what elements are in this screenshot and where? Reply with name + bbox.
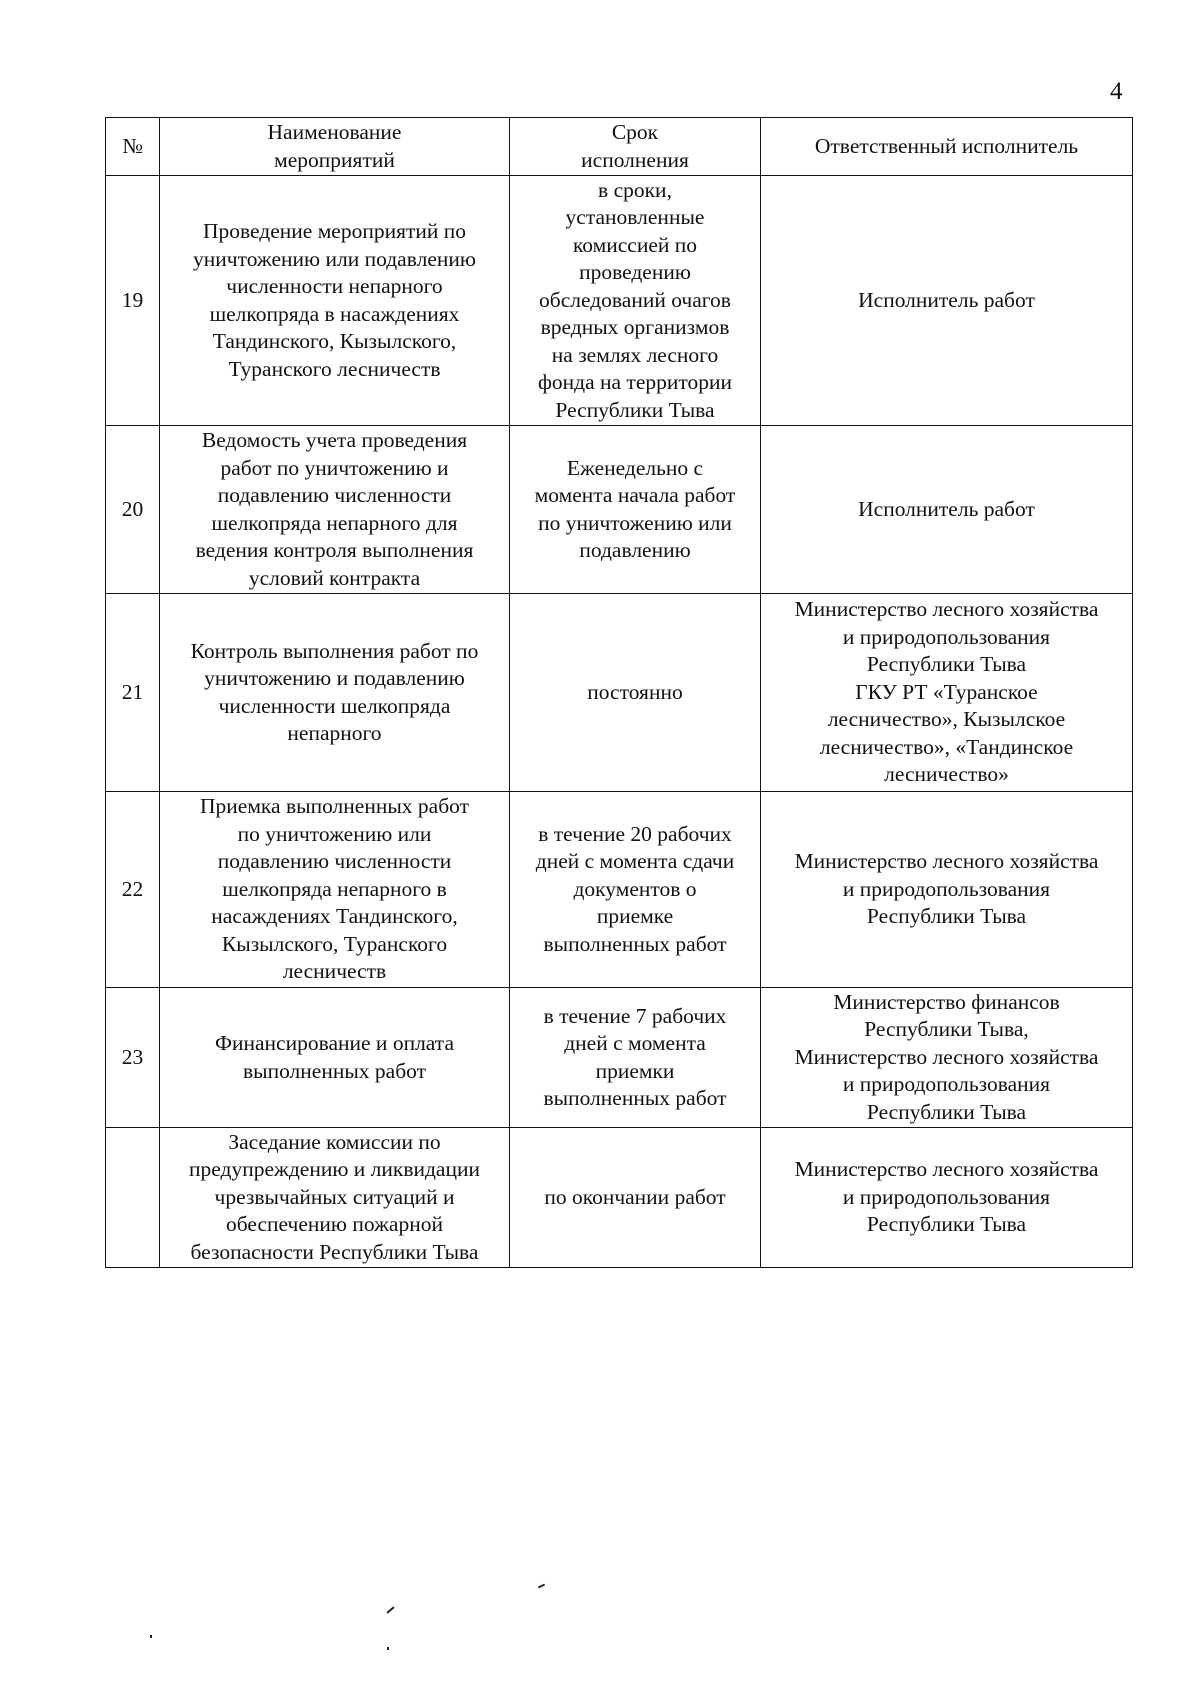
deadline: по окончании работ xyxy=(510,1128,761,1268)
row-number: 23 xyxy=(106,988,160,1128)
deadline: Еженедельно с момента начала работ по уничтожению или подавлению xyxy=(510,426,761,594)
responsible: Министерство лесного хозяйства и природопользования Республики Тыва xyxy=(761,792,1133,988)
header-responsible: Ответственный исполнитель xyxy=(761,118,1133,176)
activities-table xyxy=(105,117,1133,1268)
responsible: Министерство лесного хозяйства и природопользования Республики Тыва ГКУ РТ «Туранское лесничество», Кызылское лесничество», «Тандинское лесничество» xyxy=(761,594,1133,792)
activity-name: Приемка выполненных работ по уничтожению или подавлению численности шелкопряда непарного в насаждениях Тандинского, Кызылского, Туранского лесничеств xyxy=(160,792,510,988)
responsible: Исполнитель работ xyxy=(761,426,1133,594)
scan-speck xyxy=(386,1606,394,1613)
row-number: 20 xyxy=(106,426,160,594)
table-row xyxy=(106,426,1133,594)
responsible: Исполнитель работ xyxy=(761,176,1133,426)
row-number: 19 xyxy=(106,176,160,426)
activity-name: Проведение мероприятий по уничтожению или подавлению численности непарного шелкопряда в насаждениях Тандинского, Кызылского, Туранского лесничеств xyxy=(160,176,510,426)
header-number: № xyxy=(106,118,160,176)
header-activity-name: Наименование мероприятий xyxy=(160,118,510,176)
deadline: в сроки, установленные комиссией по проведению обследований очагов вредных организмов на землях лесного фонда на территории Республики Тыва xyxy=(510,176,761,426)
page-number: 4 xyxy=(1110,78,1123,105)
activity-name: Заседание комиссии по предупреждению и ликвидации чрезвычайных ситуаций и обеспечению пожарной безопасности Республики Тыва xyxy=(160,1128,510,1268)
deadline: постоянно xyxy=(510,594,761,792)
responsible: Министерство лесного хозяйства и природопользования Республики Тыва xyxy=(761,1128,1133,1268)
scan-speck xyxy=(538,1584,545,1589)
table-row xyxy=(106,792,1133,988)
table-row xyxy=(106,176,1133,426)
deadline: в течение 7 рабочих дней с момента приемки выполненных работ xyxy=(510,988,761,1128)
activity-name: Контроль выполнения работ по уничтожению и подавлению численности шелкопряда непарного xyxy=(160,594,510,792)
activity-name: Финансирование и оплата выполненных работ xyxy=(160,988,510,1128)
table-row xyxy=(106,988,1133,1128)
row-number xyxy=(106,1128,160,1268)
table-row xyxy=(106,1128,1133,1268)
row-number: 21 xyxy=(106,594,160,792)
table-row xyxy=(106,594,1133,792)
row-number: 22 xyxy=(106,792,160,988)
scan-speck xyxy=(387,1647,389,1650)
responsible: Министерство финансов Республики Тыва, Министерство лесного хозяйства и природопользования Республики Тыва xyxy=(761,988,1133,1128)
activity-name: Ведомость учета проведения работ по уничтожению и подавлению численности шелкопряда непарного для ведения контроля выполнения условий контракта xyxy=(160,426,510,594)
table-header-row xyxy=(106,118,1133,176)
deadline: в течение 20 рабочих дней с момента сдачи документов о приемке выполненных работ xyxy=(510,792,761,988)
scan-speck xyxy=(150,1635,152,1638)
header-deadline: Срок исполнения xyxy=(510,118,761,176)
